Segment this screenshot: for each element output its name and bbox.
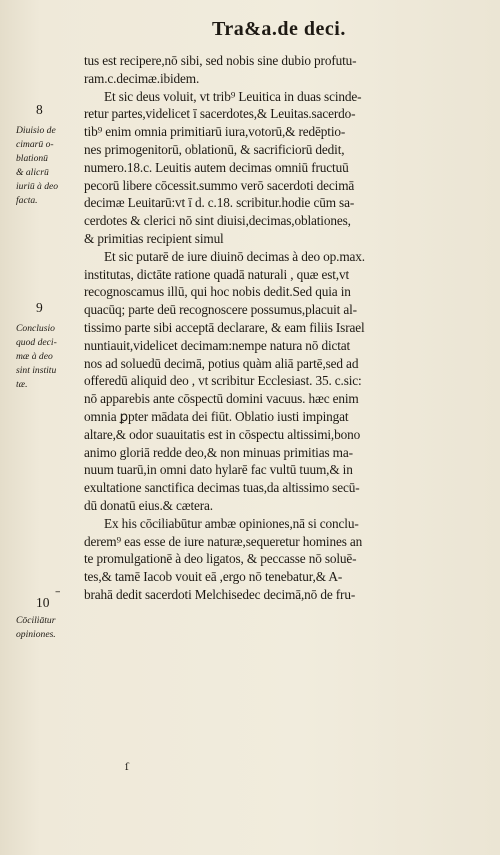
margin-note-line: sint institu [16, 365, 57, 376]
text-line: brahā dedit sacerdoti Melchisedec decimā,nō de fru- [84, 586, 356, 602]
margin-note-line: opiniones. [16, 629, 56, 640]
text-line: tib⁹ enim omnia primitiarū iura,votorū,& redēptio- [84, 124, 346, 140]
margin-note-line: Cōciliātur [16, 615, 56, 626]
section-number-10: 10 [36, 595, 50, 610]
text-line: retur partes,videlicet ī sacerdotes,& Leuitas.sacerdo- [84, 106, 356, 122]
section-number-8: 8 [36, 102, 43, 117]
margin-note-line: quod deci- [16, 337, 57, 348]
text-line: Et sic deus voluit, vt trib⁹ Leuitica in duas scinde- [104, 88, 362, 104]
text-line: tissimo parte sibi acceptā declarare, & eam filiis Israel [84, 319, 365, 335]
text-line: & primitias recipient simul [84, 230, 224, 246]
margin-note-line: facta. [16, 195, 38, 206]
foot-mark: ſ [125, 762, 129, 773]
text-line: quacūq; parte deū recognoscere possumus,placuit al- [84, 302, 357, 318]
text-line: tus est recipere,nō sibi, sed nobis sine dubio profutu- [84, 53, 357, 68]
margin-note-line: & alicrū [16, 167, 49, 178]
margin-note-line: iuriū à deo [16, 181, 59, 192]
text-line: recognoscamus illū, qui hoc nobis dedit.Sed quia in [84, 284, 351, 300]
text-line: nuntiauit,videlicet decimam:nempe natura nō dictat [84, 337, 351, 353]
text-line: institutas, dictāte ratione quadā naturali , quæ est,vt [84, 266, 350, 282]
text-line: numero.18.c. Leuitis autem decimas omniū fructuū [84, 159, 349, 175]
text-line: derem⁹ eas esse de iure naturæ,sequeretur homines an [84, 533, 363, 549]
text-line: animo gloriā redde deo,& non minuas primitias ma- [84, 444, 353, 460]
text-line: altare,& odor suauitatis est in cōspectu altissimi,bono [84, 426, 361, 442]
margin-note-conciliatur [16, 614, 82, 642]
margin-note-line: blationū [16, 153, 48, 164]
text-line: Ex his cōciliabūtur ambæ opiniones,nā si conclu- [104, 515, 359, 531]
section-number-9: 9 [36, 300, 43, 315]
text-line: te promulgationē à deo ligatos, & peccasse nō soluē- [84, 551, 357, 567]
text-line: nuum tuarū,in omni dato hylarē fac vultū tuum,& in [84, 462, 353, 478]
text-line: omnia ꝑpter mādata dei fiūt. Oblatio iusti impingat [84, 408, 349, 424]
text-line: nes primogenitorū, oblationū, & sacrificiorū dedit, [84, 141, 345, 157]
margin-note-line: mæ à deo [16, 351, 53, 362]
text-line: tes,& tamē Iacob vouit eā ,ergo nō tenebatur,& A- [84, 569, 343, 585]
text-line: nō apparebis ante cōspectū domini vacuus. hæc enim [84, 391, 359, 407]
margin-note-diuisio [16, 124, 82, 208]
text-line: exultatione sanctifica decimas tuas,da altissimo secū- [84, 480, 360, 496]
text-line: nos ad soluedū decimā, potius quàm aliā partē,sed ad [84, 355, 359, 371]
margin-note-line: cimarū o- [16, 139, 54, 150]
text-line: offeredū aliquid deo , vt scribitur Ecclesiast. 35. c.sic: [84, 373, 362, 389]
text-line: ram.c.decimæ.ibidem. [84, 70, 200, 86]
running-title: Tra&a.de deci. [212, 18, 346, 40]
margin-note-line: tæ. [16, 379, 28, 390]
body-text [84, 52, 476, 604]
margin-note-conclusio [16, 322, 82, 392]
margin-note-line: Diuisio de [16, 125, 56, 136]
text-line: pecorū libere cōcessit.summo verō sacerdoti decimā [84, 177, 355, 193]
tilde-mark: – [55, 585, 61, 598]
text-line: cerdotes & clerici nō sint diuisi,decimas,oblationes, [84, 213, 351, 229]
text-line: Et sic putarē de iure diuinō decimas à deo op.max. [104, 248, 365, 264]
text-line: decimæ Leuitarū:vt ī d. c.18. scribitur.hodie cūm sa- [84, 195, 355, 211]
margin-note-line: Conclusio [16, 323, 55, 334]
text-line: dū donatū eius.& cætera. [84, 497, 213, 513]
